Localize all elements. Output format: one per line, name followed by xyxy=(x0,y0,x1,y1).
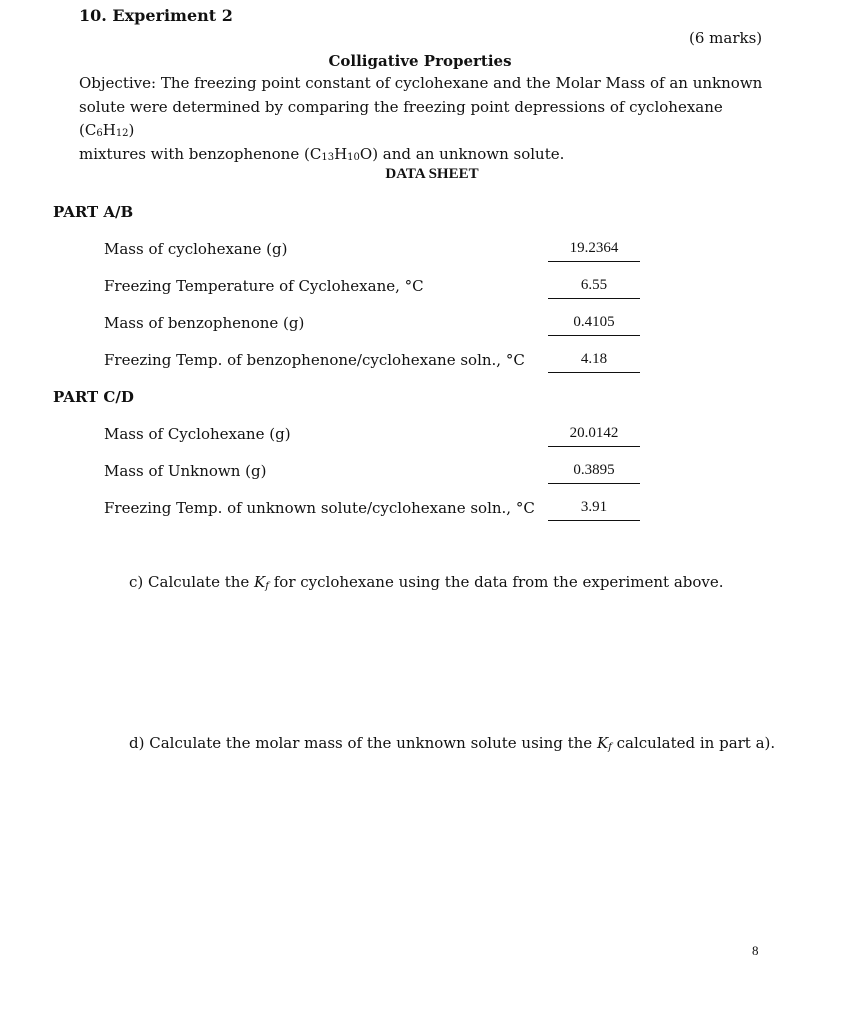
part-ab-value-mass-benzophenone: 0.4105 xyxy=(548,314,640,336)
part-cd-label-mass-cyclohexane: Mass of Cyclohexane (g) xyxy=(104,425,291,443)
objective-line-1: Objective: The freezing point constant of cyclohexane and the Molar Mass of an unknown xyxy=(79,74,763,92)
part-ab-label-mass-benzophenone: Mass of benzophenone (g) xyxy=(104,314,305,332)
part-ab-value-mass-cyclohexane: 19.2364 xyxy=(548,240,640,262)
part-ab-label-freezing-temp: Freezing Temperature of Cyclohexane, °C xyxy=(104,277,424,295)
subtitle: Colligative Properties xyxy=(328,52,512,70)
part-cd-label-mass-unknown: Mass of Unknown (g) xyxy=(104,462,267,480)
data-sheet-title: DATA SHEET xyxy=(385,166,479,182)
part-cd-value-freezing-temp-soln: 3.91 xyxy=(548,499,640,521)
objective-line-3: mixtures with benzophenone $(C_{13}H_{10}O)$ and an unknown solute. xyxy=(79,144,565,163)
question-c: c) Calculate the $K_f$ for cyclohexane using the data from the experiment above. xyxy=(129,573,724,592)
part-cd-value-mass-cyclohexane: 20.0142 xyxy=(548,425,640,447)
part-cd-label-freezing-temp-soln: Freezing Temp. of unknown solute/cyclohexane soln., °C xyxy=(104,499,535,517)
page-number: 8 xyxy=(752,943,759,958)
part-ab-value-freezing-temp: 6.55 xyxy=(548,277,640,299)
marks-label: (6 marks) xyxy=(689,29,763,47)
objective-paragraph xyxy=(79,72,769,166)
section-title: 10. Experiment 2 xyxy=(79,6,233,25)
part-cd-value-mass-unknown: 0.3895 xyxy=(548,462,640,484)
part-ab-heading: PART A/B xyxy=(53,203,134,221)
part-ab-value-freezing-temp-soln: 4.18 xyxy=(548,351,640,373)
question-d: d) Calculate the molar mass of the unknown solute using the $K_f$ calculated in part a). xyxy=(129,734,776,753)
part-ab-label-mass-cyclohexane: Mass of cyclohexane (g) xyxy=(104,240,288,258)
objective-line-2: solute were determined by comparing the freezing point depressions of cyclohexane $(C_6H_{12})$ xyxy=(79,97,723,139)
part-cd-heading: PART C/D xyxy=(53,388,134,406)
part-ab-label-freezing-temp-soln: Freezing Temp. of benzophenone/cyclohexane soln., °C xyxy=(104,351,525,369)
